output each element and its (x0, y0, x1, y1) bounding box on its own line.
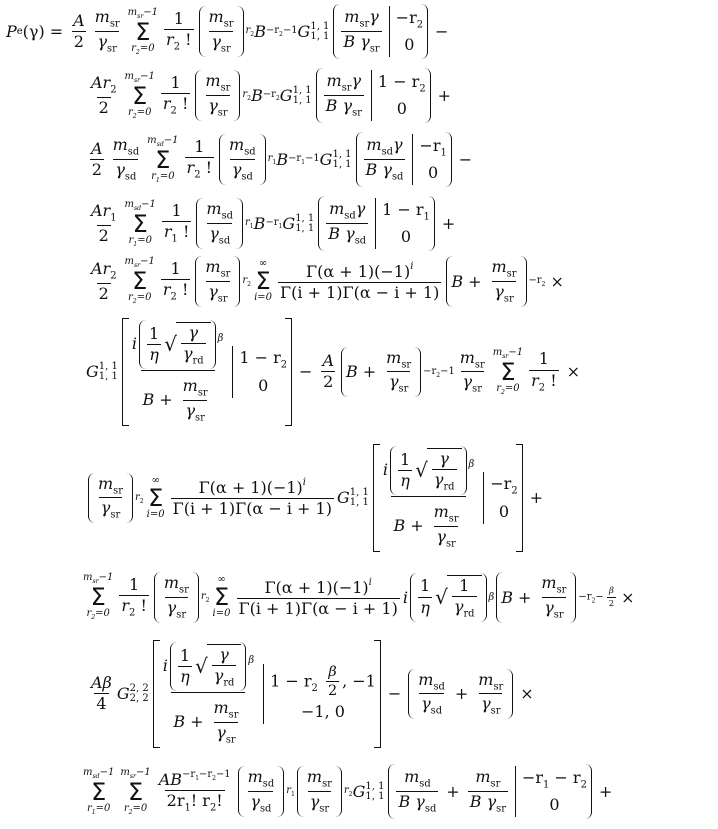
equation-line-5: $\frac{Ar_2}{2}$ $m_{sr}-1$ Σ $r_2=0$ $\frac{1}{r_2 !}$ $\frac{m_{sr}}{\overline{\gamma}_{sr}}$ $r_2$ ∞ Σ i=0 $\frac{\Gamma(\alpha + 1)(-1)^i}{\Gamma(i + 1)\Gamma(\alpha - i + 1)}$ B + $\frac{m_{sr}}{\overline{\gamma}_{sr}}$ $-r_2$ × (91, 256, 564, 306)
paren-msr-gsr: $\frac{m_{sr}}{\overline{\gamma}_{sr}}$ (199, 6, 244, 57)
equation-line-9: $\frac{A\beta}{4}$ G 2, 2 2, 2 i $\frac{1}{\eta}$ √ $\frac{\gamma}{\overline{\gamma}_{rd}}$ $^\beta$ B + $\frac{m_{sr}}{\overline{\gamma}_{sr}}$ $1 - r_2$ $\frac{\beta}{2}$ , −1 −1, 0 − $\frac{m_{sd}}{\overline{\gamma}_{sd}}$ + $\frac{m_{sr}}{\overline{\gamma}_{sr}}$ × (86, 640, 718, 748)
equation-line-2: $\frac{Ar_2}{2}$ $m_{sr}-1$ Σ $r_2=0$ $\frac{1}{r_2 !}$ $\frac{m_{sr}}{\overline{\gamma}_{sr}}$ $r_2$ B $-r_2$ G 1, 1 1, 1 $\frac{m_{sr}\gamma}{B \overline{\gamma}_{sr}}$ $1 - r_2$ 0 + (86, 68, 718, 123)
meijer-G-symbol: G (297, 22, 311, 42)
frac-Ar2-over-2: $\frac{Ar_2}{2}$ (91, 73, 117, 117)
equation-line-1: P e (γ) = $\frac{A}{2}$ $\frac{m_{sr}}{\overline{\gamma}_{sr}}$ $m_{sr}-1$ Σ $r_2=0$ $\frac{1}{r_2 !}$ $\frac{m_{sr}}{\overline{\gamma}_{sr}}$ $r_2$ B $-r_2-1$ G 1, 1 1, 1 $\frac{m_{sr}\gamma}{B \overline{\gamma}_{sr}}$ $-r_2$ 0 − (6, 4, 718, 59)
lhs-subscript: e (16, 26, 23, 38)
sum-i: ∞ Σ i=0 (254, 258, 273, 304)
frac-A-over-2: $\frac{A}{2}$ (73, 10, 85, 52)
equation-line-4: $\frac{Ar_1}{2}$ $m_{sd}-1$ Σ $r_1=0$ $\frac{1}{r_1 !}$ $\frac{m_{sd}}{\overline{\gamma}_{sd}}$ $r_1$ B $-r_1$ G 1, 1 1, 1 $\frac{m_{sd}\gamma}{B \overline{\gamma}_{sd}}$ $1 - r_1$ 0 + (86, 196, 718, 251)
sum-r2: $m_{sr}-1$ Σ $r_2=0$ (127, 6, 159, 56)
meijer-G-indices: 1, 1 1, 1 (310, 20, 330, 42)
frac-msr-over-gsr: $\frac{m_{sr}}{\overline{\gamma}_{sr}}$ (94, 7, 120, 55)
equation-line-3: $\frac{A}{2}$ $\frac{m_{sd}}{\overline{\gamma}_{sd}}$ $m_{sd}-1$ Σ $r_1=0$ $\frac{1}{r_2 !}$ $\frac{m_{sd}}{\overline{\gamma}_{sd}}$ $r_1$ B $-r_1-1$ G 1, 1 1, 1 $\frac{m_{sd}\gamma}{B \overline{\gamma}_{sd}}$ $-r_1$ 0 − (86, 132, 718, 187)
equation-line-6: G 1, 1 1, 1 i $\frac{1}{\eta}$ √ $\frac{\gamma}{\overline{\gamma}_{rd}}$ $^\beta$ B + $\frac{m_{sr}}{\overline{\gamma}_{sr}}$ $1 - r_2$ 0 − $\frac{A}{2}$ B + $\frac{m_{sr}}{\overline{\gamma}_{sr}}$ $-r_2-1$ $\frac{m_{sr}}{\overline{\gamma}_{sr}}$ $m_{sr}-1$ Σ $r_2=0$ $\frac{1}{r_2 !}$ × (86, 318, 718, 426)
meijer-G-argument: $\frac{m_{sr}\gamma}{B \overline{\gamma}_{sr}}$ $-r_2$ 0 (333, 4, 428, 59)
sum-r2: $m_{sr}-1$ Σ $r_2=0$ (124, 70, 155, 120)
lhs-argument: (γ) (22, 22, 45, 42)
meijer-G-big-argument: i $\frac{1}{\eta}$ √ $\frac{\gamma}{\overline{\gamma}_{rd}}$ $^\beta$ B + $\frac{m_{sr}}{\overline{\gamma}_{sr}}$ $1 - r_2$ 0 (122, 318, 292, 426)
frac-1-over-r2-fact: $\frac{1}{r_2 !}$ (166, 9, 192, 53)
B-symbol: B (254, 22, 266, 42)
lhs-symbol: P (6, 22, 17, 42)
equals-sign: = (49, 22, 64, 42)
equation-line-7: $\frac{m_{sr}}{\overline{\gamma}_{sr}}$ $r_2$ ∞ Σ i=0 $\frac{\Gamma(\alpha + 1)(-1)^i}{\Gamma(i + 1)\Gamma(\alpha - i + 1)}$ G 1, 1 1, 1 i $\frac{1}{\eta}$ √ $\frac{\gamma}{\overline{\gamma}_{rd}}$ $^\beta$ B + $\frac{m_{sr}}{\overline{\gamma}_{sr}}$ $-r_2$ 0 + (86, 444, 718, 552)
equation-line-8: $m_{sr}-1$ Σ $r_2=0$ $\frac{1}{r_2 !}$ $\frac{m_{sr}}{\overline{\gamma}_{sr}}$ $r_2$ ∞ Σ i=0 $\frac{\Gamma(\alpha + 1)(-1)^i}{\Gamma(i + 1)\Gamma(\alpha - i + 1)}$ i $\frac{1}{\eta}$ √ $\frac{1}{\overline{\gamma}_{rd}}$ β B + $\frac{m_{sr}}{\overline{\gamma}_{sr}}$ $-r_2-$ $\frac{\beta}{2}$ × (83, 572, 635, 622)
equation-line-10: $m_{sd}-1$ Σ $r_1=0$ $m_{sr}-1$ Σ $r_2=0$ $\frac{AB^{-r_1-r_2-1}}{2r_1! r_2!}$ $\frac{m_{sd}}{\overline{\gamma}_{sd}}$ $r_1$ $\frac{m_{sr}}{\overline{\gamma}_{sr}}$ $r_2$ G 1, 1 1, 1 $\frac{m_{sd}}{B \overline{\gamma}_{sd}}$ + $\frac{m_{sr}}{B \overline{\gamma}_{sr}}$ $-r_1 - r_2$ 0 + (80, 764, 718, 819)
gamma-ratio: $\frac{\Gamma(\alpha + 1)(-1)^i}{\Gamma(i + 1)\Gamma(\alpha - i + 1)}$ (280, 260, 440, 302)
sum-r1: $m_{sd}-1$ Σ $r_1=0$ (147, 134, 179, 184)
